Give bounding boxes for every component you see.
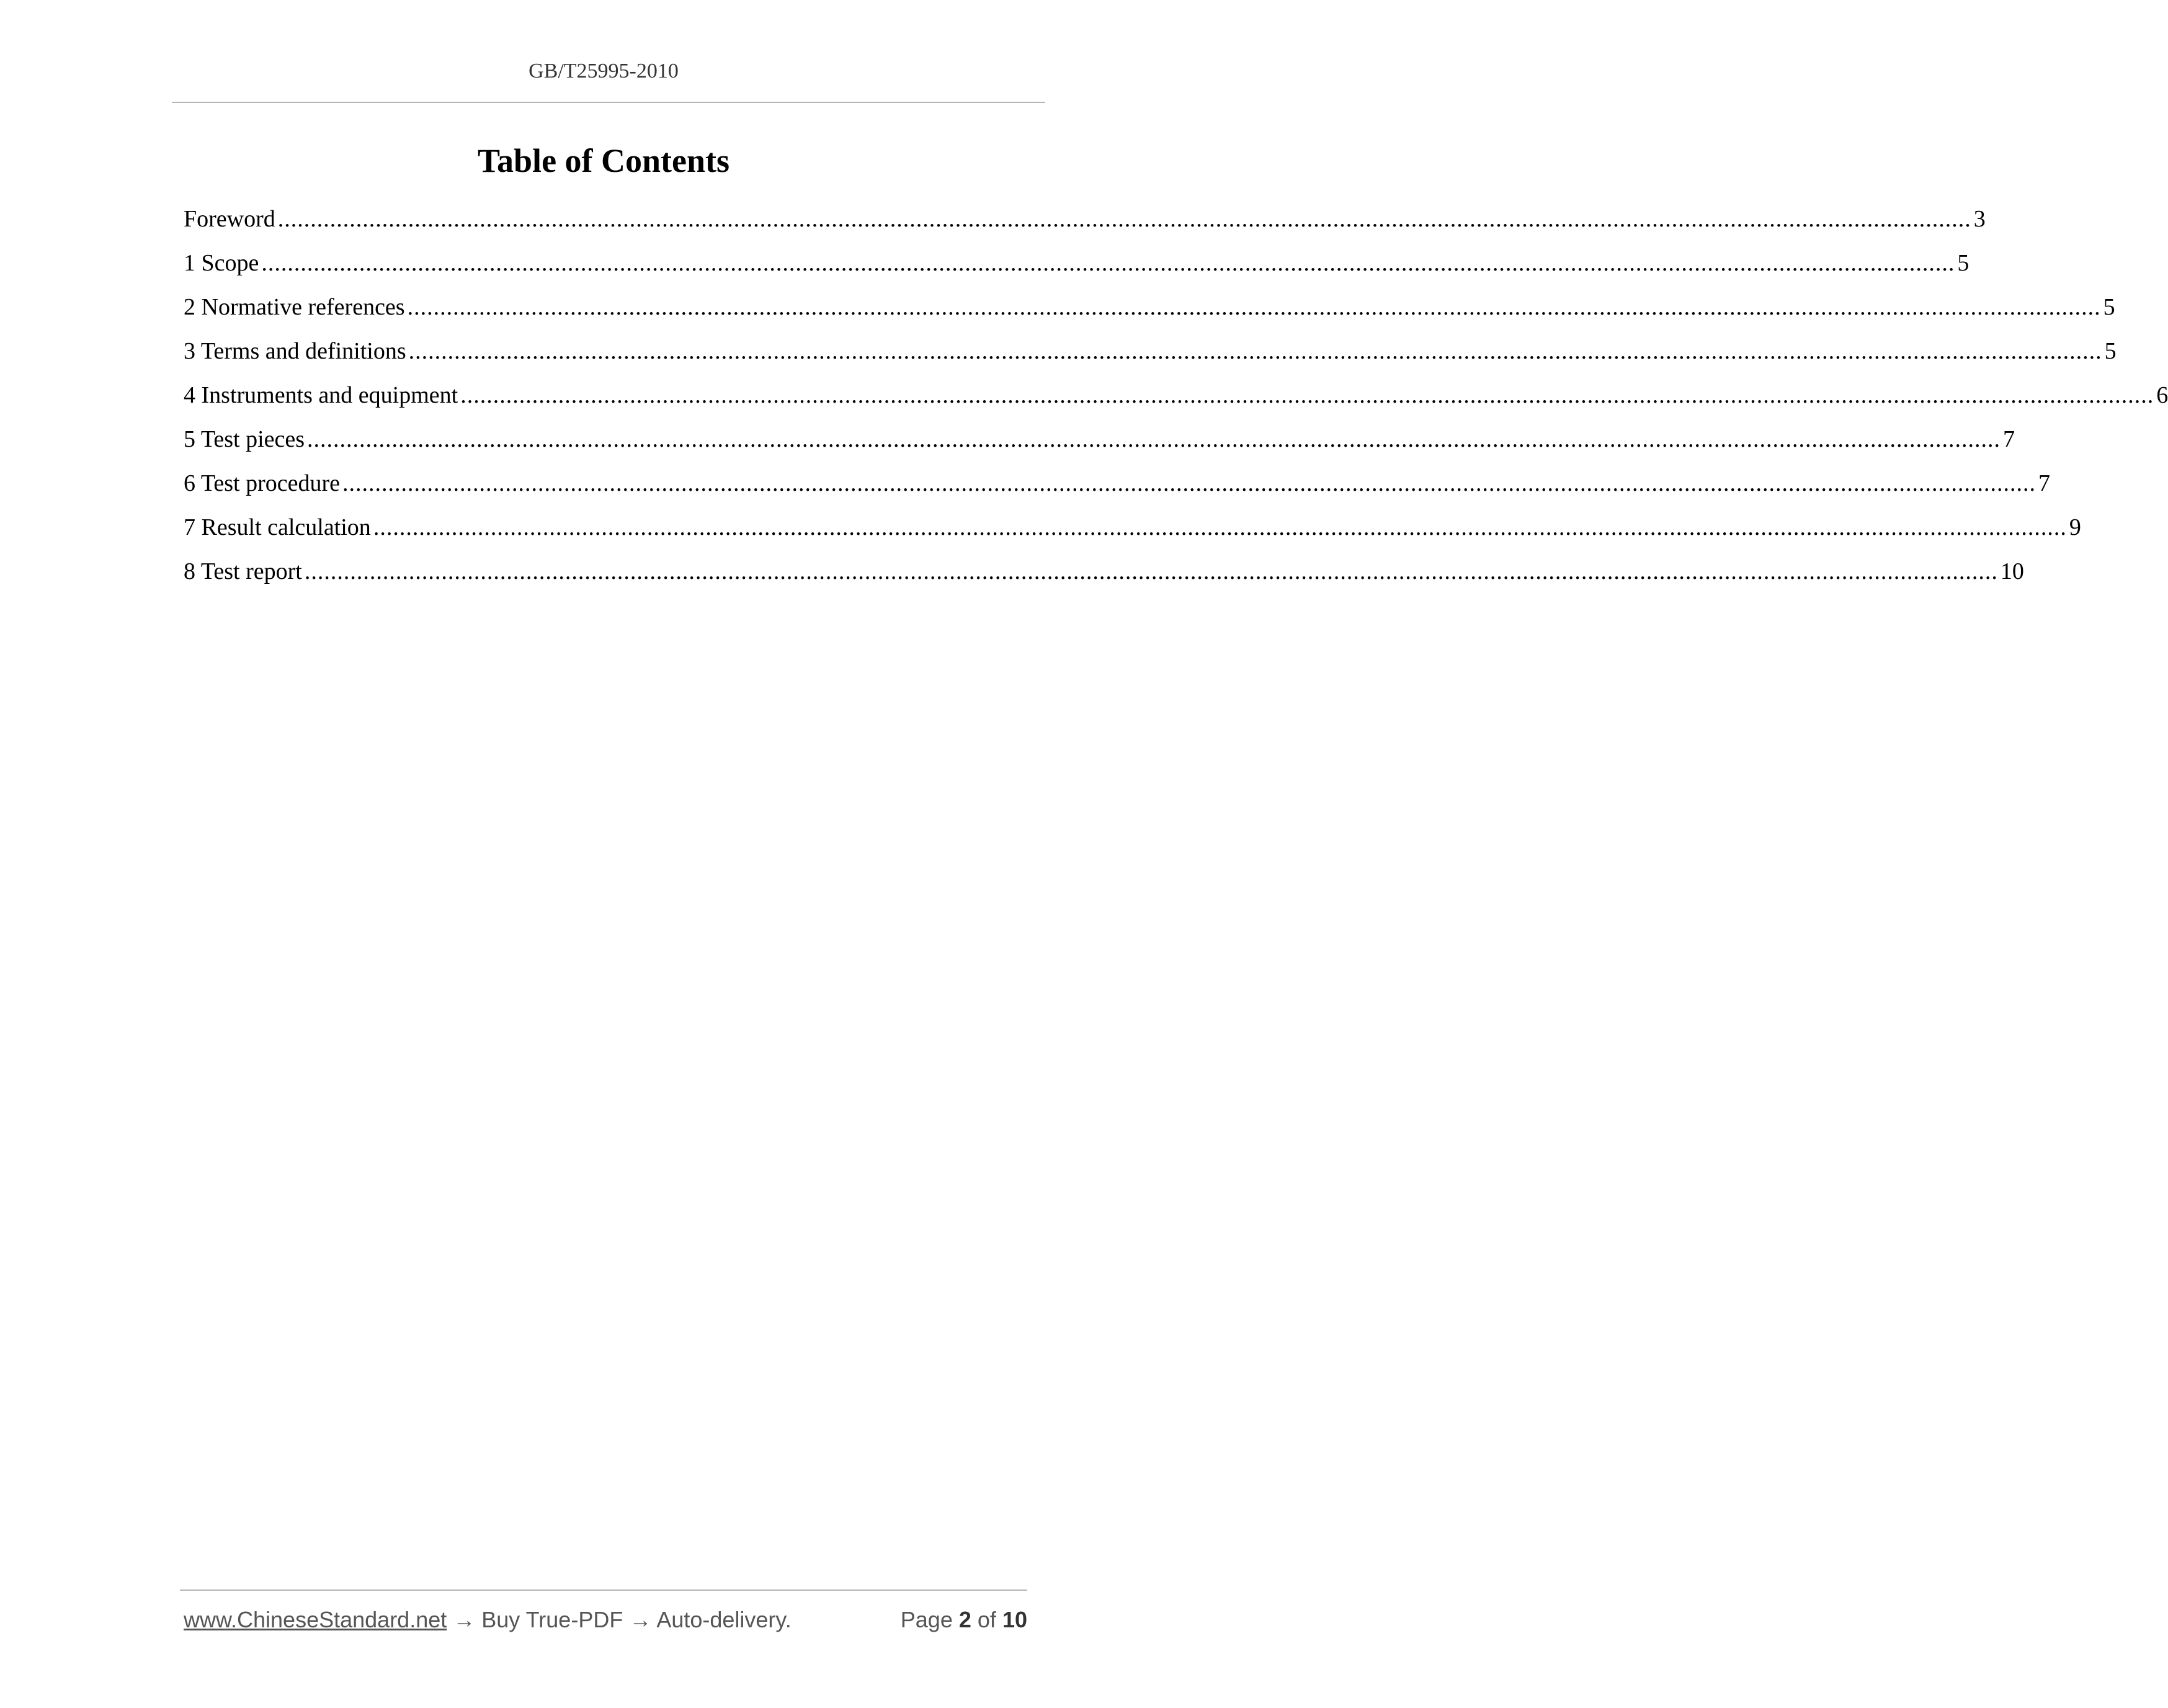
dot-leader: .................................................................................................................................................................................................................................................................... — [342, 470, 2036, 496]
toc-entry-terms-and-definitions[interactable] — [184, 337, 2117, 381]
toc-entry-label: 6 Test procedure — [184, 470, 340, 496]
dot-leader: .................................................................................................................................................................................................................................................................... — [408, 338, 2102, 364]
toc-entry-page: 5 — [2103, 294, 2115, 320]
total-pages-number: 10 — [1002, 1607, 1027, 1632]
toc-entry-label: 3 Terms and definitions — [184, 338, 406, 364]
toc-entry-scope[interactable] — [184, 249, 1969, 293]
toc-entry-page: 5 — [2104, 338, 2117, 364]
toc-entry-label: 1 Scope — [184, 250, 259, 276]
dot-leader: .................................................................................................................................................................................................................................................................... — [261, 250, 1955, 276]
toc-entry-page: 5 — [1957, 250, 1969, 276]
toc-entry-test-pieces[interactable] — [184, 425, 2015, 469]
footer-tagline: → Buy True-PDF → Auto-delivery. — [447, 1607, 792, 1632]
document-header: GB/T25995-2010 — [529, 60, 679, 83]
footer-divider — [180, 1590, 1027, 1591]
toc-entry-label: 2 Normative references — [184, 294, 405, 320]
dot-leader: .................................................................................................................................................................................................................................................................... — [373, 514, 2067, 540]
of-word: of — [977, 1607, 996, 1632]
toc-entry-page: 7 — [2003, 426, 2015, 452]
dot-leader: .................................................................................................................................................................................................................................................................... — [277, 206, 1971, 232]
toc-entry-label: Foreword — [184, 206, 275, 232]
dot-leader: .................................................................................................................................................................................................................................................................... — [307, 426, 2001, 452]
website-link[interactable]: www.ChineseStandard.net — [184, 1607, 447, 1632]
toc-entry-result-calculation[interactable] — [184, 513, 2081, 557]
toc-title: Table of Contents — [477, 142, 730, 179]
toc-entry-normative-references[interactable] — [184, 293, 2115, 337]
toc-entry-label: 4 Instruments and equipment — [184, 382, 458, 408]
toc-entry-page: 3 — [1973, 206, 1986, 232]
dot-leader: .................................................................................................................................................................................................................................................................... — [460, 382, 2154, 408]
toc-entry-label: 8 Test report — [184, 558, 302, 584]
toc-entry-test-procedure[interactable] — [184, 469, 2050, 513]
toc-entry-page: 7 — [2038, 470, 2050, 496]
toc-entry-page: 10 — [2000, 558, 2024, 584]
dot-leader: .................................................................................................................................................................................................................................................................... — [304, 558, 1998, 584]
current-page-number: 2 — [958, 1607, 971, 1632]
table-of-contents — [184, 205, 2168, 601]
page-word: Page — [900, 1607, 953, 1632]
toc-entry-label: 7 Result calculation — [184, 514, 371, 540]
toc-entry-page: 9 — [2069, 514, 2081, 540]
page-counter — [901, 1607, 1027, 1633]
toc-entry-label: 5 Test pieces — [184, 426, 305, 452]
toc-entry-test-report[interactable] — [184, 557, 2024, 601]
footer-promo — [184, 1607, 792, 1633]
toc-entry-page: 6 — [2156, 382, 2168, 408]
toc-entry-instruments-and-equipment[interactable] — [184, 381, 2168, 425]
dot-leader: .................................................................................................................................................................................................................................................................... — [407, 294, 2101, 320]
page-footer — [184, 1607, 1027, 1633]
header-divider — [172, 102, 1045, 103]
toc-entry-foreword[interactable] — [184, 205, 1986, 249]
